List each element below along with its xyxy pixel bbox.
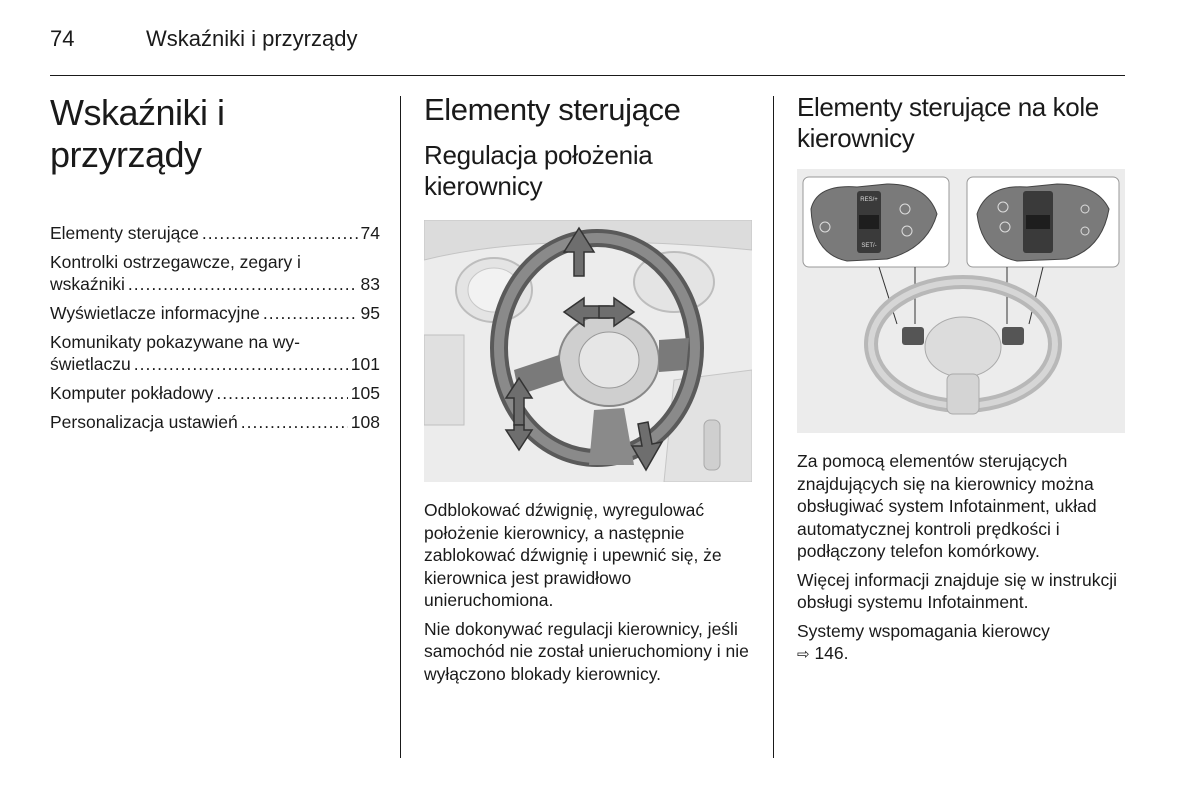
toc-item-label: Komunikaty pokazywane na wy- — [50, 332, 300, 352]
subsection-title: Regulacja położenia kierownicy — [424, 140, 653, 201]
column-divider-2 — [773, 96, 774, 758]
page-reference-arrow-icon: ⇨ — [797, 646, 810, 663]
chapter-title: Wskaźniki i przyrządy — [50, 92, 225, 175]
toc-item-label: wskaźniki — [50, 274, 125, 294]
header-rule — [50, 75, 1125, 76]
set-button-label: SET/- — [861, 243, 877, 249]
paragraph: Odblokować dźwignię, wyregulować położenie kierownicy, a następnie zablokować dźwignię i upewnić się, że kierownica jest prawidłowo unieruchomiona. — [424, 500, 722, 610]
toc-leader-dots — [134, 353, 348, 375]
paragraph: Za pomocą elementów sterujących znajdujących się na kierownicy można obsługiwać system Infotainment, układ automatycznej kontroli prędkości i podłączony telefon komórkowy. — [797, 451, 1097, 561]
toc-leader-dots — [128, 273, 358, 295]
toc-leader-dots — [263, 302, 358, 324]
steering-adjustment-illustration — [424, 220, 752, 482]
res-button-label: RES/+ — [860, 197, 878, 203]
toc-item-label: świetlaczu — [50, 354, 131, 374]
toc-item[interactable] — [50, 222, 380, 244]
column-divider-1 — [400, 96, 401, 758]
toc-item[interactable] — [50, 382, 380, 404]
steering-wheel-controls-illustration — [797, 169, 1125, 433]
toc-item-label: Elementy sterujące — [50, 223, 199, 243]
toc-leader-dots — [241, 411, 348, 433]
toc-item-label: Personalizacja ustawień — [50, 412, 238, 432]
toc-leader-dots — [202, 222, 358, 244]
paragraph: Więcej informacji znajduje się w instrukcji obsługi systemu Infotainment. — [797, 569, 1117, 612]
column-contents — [50, 92, 380, 440]
toc-item-label: Wyświetlacze informacyjne — [50, 303, 260, 323]
reference-page[interactable]: 146. — [814, 643, 849, 663]
toc-item-label: Kontrolki ostrzegawcze, zegary i — [50, 252, 301, 272]
section-title: Elementy sterujące na kole kierownicy — [797, 92, 1099, 153]
column-wheel-controls — [797, 92, 1127, 154]
toc-page-number: 101 — [350, 354, 380, 374]
paragraph — [797, 620, 1127, 667]
running-title: Wskaźniki i przyrządy — [146, 26, 358, 51]
toc-page-number: 74 — [360, 223, 380, 243]
table-of-contents — [50, 222, 380, 433]
steering-adjustment-text — [424, 499, 754, 691]
toc-page-number: 108 — [350, 412, 380, 432]
paragraph-text: Systemy wspomagania kierowcy — [797, 620, 1050, 641]
toc-item[interactable] — [50, 302, 380, 324]
toc-page-number: 95 — [360, 303, 380, 323]
paragraph: Nie dokonywać regulacji kierownicy, jeśli samochód nie został unieruchomiony i nie wyłączono blokady kierownicy. — [424, 618, 749, 684]
page-number: 74 — [50, 26, 75, 51]
toc-leader-dots — [216, 382, 347, 404]
toc-item[interactable] — [50, 411, 380, 433]
section-title: Elementy sterujące — [424, 92, 681, 127]
toc-item-label: Komputer pokładowy — [50, 383, 214, 403]
column-steering-adjustment — [424, 92, 754, 202]
toc-item[interactable] — [50, 331, 380, 375]
toc-page-number: 105 — [350, 383, 380, 403]
wheel-controls-text — [797, 450, 1127, 673]
toc-page-number: 83 — [360, 274, 380, 294]
toc-item[interactable] — [50, 251, 380, 295]
